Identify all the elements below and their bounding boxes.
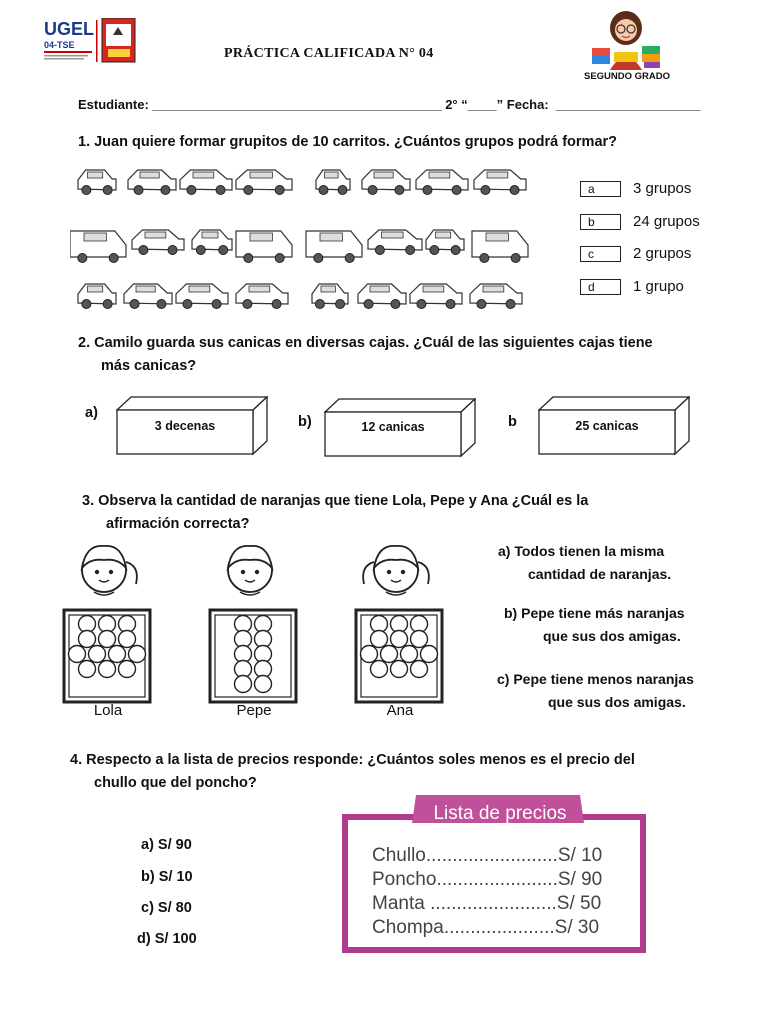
teacher-illustration [588,8,664,70]
q1-option-b-box[interactable]: b [580,214,621,230]
kid-name-label: Ana [386,702,414,719]
q1-option-a-box[interactable]: a [580,181,621,197]
car-icon [426,230,464,255]
cars-illustration [70,165,530,315]
car-icon [474,170,526,195]
question-3-text-line1: 3. Observa la cantidad de naranjas que tiene Lola, Pepe y Ana ¿Cuál es la [82,493,589,509]
kid-name-label: Lola [93,702,123,719]
price-list-card [342,795,646,953]
car-icon [176,284,228,309]
q1-option-d[interactable] [580,278,684,295]
kid-with-oranges [202,540,312,705]
q1-option-b-text: 24 grupos [633,213,700,230]
q1-option-a[interactable] [580,180,691,197]
page-title: PRÁCTICA CALIFICADA N° 04 [224,46,434,61]
q3-answer-a-line1[interactable]: a) Todos tienen la misma [498,543,665,559]
car-icon [236,170,292,195]
q1-option-d-box[interactable]: d [580,279,621,295]
q1-option-d-text: 1 grupo [633,278,684,295]
ugel-logo [44,18,136,64]
kid-name-label: Pepe [236,702,272,719]
q3-answer-b-line2: que sus dos amigas. [543,628,681,644]
question-1-text: 1. Juan quiere formar grupitos de 10 carritos. ¿Cuántos grupos podrá formar? [78,134,618,150]
q3-answer-b-line1[interactable]: b) Pepe tiene más naranjas [504,605,685,621]
q4-option-c[interactable]: c) S/ 80 [141,900,192,916]
car-icon [472,231,528,263]
price-item-chullo: Chullo.........................S/ 10 [372,845,603,866]
q1-option-b[interactable] [580,213,700,230]
car-icon [70,231,126,263]
kid-with-oranges [56,540,166,705]
q3-answer-c-line1[interactable]: c) Pepe tiene menos naranjas [497,671,694,687]
q2-box-a-label: 3 decenas [154,419,216,433]
q2-box-b-label: 12 canicas [361,420,425,434]
q3-answer-c-line2: que sus dos amigas. [548,694,686,710]
car-icon [358,284,406,309]
car-icon [236,231,292,263]
price-item-poncho: Poncho.......................S/ 90 [372,869,603,890]
question-2-text-line2: más canicas? [101,358,197,374]
svg-text:04-TSE: 04-TSE [44,40,75,50]
car-icon [306,231,362,263]
price-list-title: Lista de precios [433,803,567,824]
car-icon [368,230,422,255]
svg-text:UGEL: UGEL [44,19,95,39]
car-icon [410,284,462,309]
q3-answer-a-line2: cantidad de naranjas. [528,566,672,582]
car-icon [192,230,232,255]
car-icon [416,170,468,195]
q1-option-c[interactable] [580,245,691,262]
q4-option-b[interactable]: b) S/ 10 [141,869,193,885]
car-icon [236,284,288,309]
car-icon [128,170,176,195]
car-icon [362,170,410,195]
price-item-chompa: Chompa.....................S/ 30 [372,917,600,938]
car-icon [78,284,116,309]
q1-option-a-text: 3 grupos [633,180,692,197]
q1-option-c-box[interactable]: c [580,246,621,262]
q2-box-c-label: 25 canicas [575,419,639,433]
grade-label: SEGUNDO GRADO [584,71,671,82]
q4-option-a[interactable]: a) S/ 90 [141,837,192,853]
q4-option-d[interactable]: d) S/ 100 [137,931,197,947]
q2-letter-c: b [508,414,517,430]
q1-option-c-text: 2 grupos [633,245,692,262]
kid-with-oranges [348,540,458,705]
question-3-text-line2: afirmación correcta? [106,516,250,532]
question-4-text-line2: chullo que del poncho? [94,775,257,791]
question-4-text-line1: 4. Respecto a la lista de precios responde: ¿Cuántos soles menos es el precio del [70,752,635,768]
car-icon [124,284,172,309]
car-icon [316,170,350,195]
question-2-text-line1: 2. Camilo guarda sus canicas en diversas cajas. ¿Cuál de las siguientes cajas tiene [78,335,653,351]
student-info-row[interactable]: Estudiante: ________________________________________ 2° “____” Fecha: ____________________ [78,97,701,112]
car-icon [470,284,522,309]
car-icon [78,170,116,195]
car-icon [180,170,232,195]
q2-letter-b: b) [298,414,312,430]
car-icon [132,230,184,255]
q2-letter-a: a) [85,405,98,421]
price-item-manta: Manta ........................S/ 50 [372,893,602,914]
car-icon [312,284,348,309]
